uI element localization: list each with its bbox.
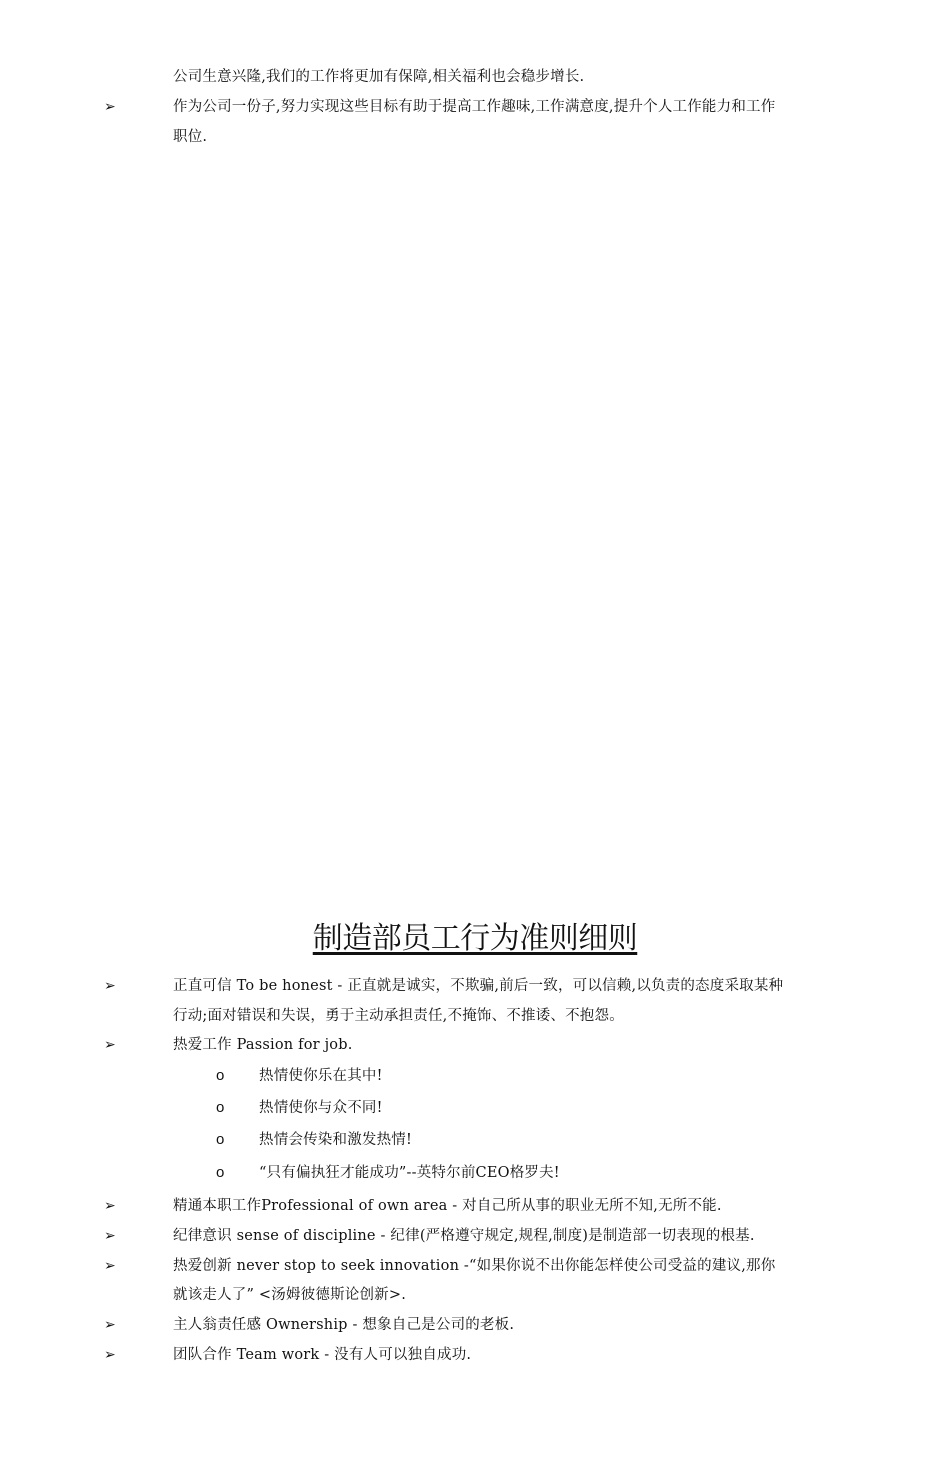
circle-bullet-icon: o [216, 1099, 225, 1116]
arrow-bullet-icon: ➢ [104, 1317, 116, 1333]
list-item-text-continued: 职位. [173, 129, 208, 145]
passion-sub-item: 热情使你与众不同! [259, 1100, 383, 1116]
rule-passion: 热爱工作 Passion for job. [173, 1037, 353, 1053]
rule-discipline: 纪律意识 sense of discipline - 纪律(严格遵守规定,规程,制度)是制造部一切表现的根基. [173, 1228, 755, 1244]
list-item-text: 作为公司一份子,努力实现这些目标有助于提高工作趣味,工作满意度,提升个人工作能力和工作 [173, 99, 776, 115]
circle-bullet-icon: o [216, 1131, 225, 1148]
rule-innovation: 热爱创新 never stop to seek innovation -“如果你说不出你能怎样使公司受益的建议,那你 [173, 1258, 776, 1274]
rule-teamwork: 团队合作 Team work - 没有人可以独自成功. [173, 1347, 472, 1363]
arrow-bullet-icon: ➢ [104, 1037, 116, 1053]
arrow-bullet-icon: ➢ [104, 1258, 116, 1274]
arrow-bullet-icon: ➢ [104, 978, 116, 994]
rule-honest: 正直可信 To be honest - 正直就是诚实，不欺骗,前后一致，可以信赖,以负责的态度采取某种 [173, 978, 784, 994]
circle-bullet-icon: o [216, 1067, 225, 1084]
arrow-bullet-icon: ➢ [104, 1347, 116, 1363]
rule-innovation-continued: 就该走人了” <汤姆彼德斯论创新>. [173, 1287, 407, 1303]
arrow-bullet-icon: ➢ [104, 1228, 116, 1244]
circle-bullet-icon: o [216, 1164, 225, 1181]
rule-professional: 精通本职工作Professional of own area - 对自己所从事的职业无所不知,无所不能. [173, 1198, 722, 1214]
arrow-bullet-icon: ➢ [104, 1198, 116, 1214]
arrow-bullet-icon: ➢ [104, 99, 116, 115]
passion-sub-item: 热情会传染和激发热情! [259, 1132, 413, 1148]
page-title: 制造部员工行为准则细则 [312, 921, 638, 956]
paragraph-line: 公司生意兴隆,我们的工作将更加有保障,相关福利也会稳步增长. [173, 69, 585, 85]
rule-honest-continued: 行动;面对错误和失误，勇于主动承担责任,不掩饰、不推诿、不抱怨。 [173, 1008, 624, 1024]
passion-sub-item: “只有偏执狂才能成功”--英特尔前CEO格罗夫! [259, 1165, 560, 1181]
rule-ownership: 主人翁责任感 Ownership - 想象自己是公司的老板. [173, 1317, 515, 1333]
passion-sub-item: 热情使你乐在其中! [259, 1068, 383, 1084]
